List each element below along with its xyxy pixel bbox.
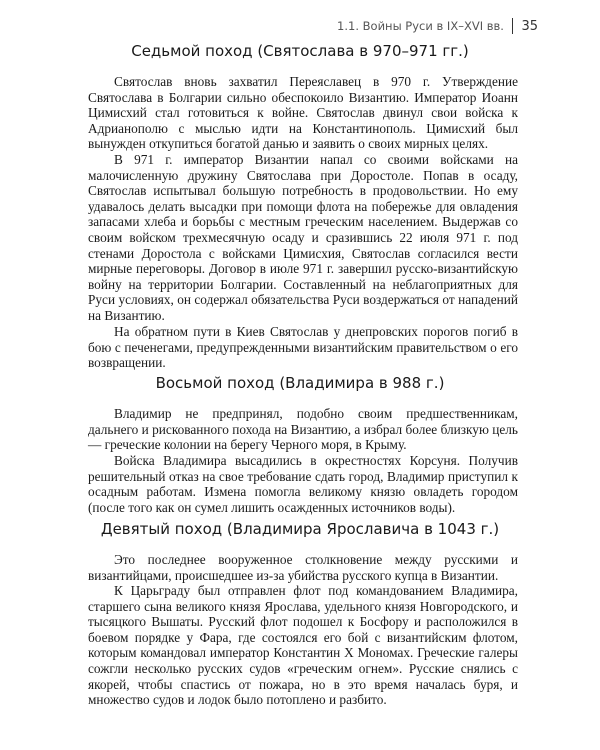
paragraph: В 971 г. император Византии напал со своими войсками на малочисленную дружину Святослава при Доростоле. Попав в осаду, Святослав испытывал большую потребность в продовольствии. Но ему удавалось делать высадки при помощи флота на побережье для овладения запасами хлеба и борьбы с местным греческим населением. Выдержав со своим войском трехмесячную осаду и сразившись 22 июля 971 г. под стенами Доростола с войсками Цимисхия, Святослав согласился вести мирные переговоры. Договор в июле 971 г. завершил русско-византийскую войну на территории Болгарии. Составленный на неблагоприятных для Руси условиях, он содержал обязательства Руси воздержаться от нападений на Византию.	[88, 152, 518, 323]
paragraph: Святослав вновь захватил Переяславец в 970 г. Утверждение Святослава в Болгарии сильно обеспокоило Византию. Император Иоанн Цимисхий стал готовиться к войне. Святослав двинул свои войска к Адрианополю с мыслью идти на Константинополь. Цимисхий был вынужден откупиться богатой данью и заявить о своих мирных целях.	[88, 74, 518, 152]
section-title-ninth-campaign: Девятый поход (Владимира Ярославича в 1043 г.)	[100, 520, 500, 538]
paragraph: Это последнее вооруженное столкновение между русскими и византийцами, происшедшее из-за убийства русского купца в Византии.	[88, 552, 518, 583]
section-title-eighth-campaign: Восьмой поход (Владимира в 988 г.)	[155, 374, 445, 392]
paragraph: Войска Владимира высадились в окрестностях Корсуня. Получив решительный отказ на свое требование сдать город, Владимир приступил к осадным работам. Измена помогла великому князю овладеть городом (после того как он сумел лишить осажденных источников воды).	[88, 453, 518, 515]
header-divider	[512, 18, 514, 34]
paragraph: На обратном пути в Киев Святослав у днепровских порогов погиб в бою с печенегами, предупрежденными византийским правительством о его возвращении.	[88, 324, 518, 371]
paragraph: Владимир не предпринял, подобно своим предшественникам, дальнего и рискованного похода на Византию, а избрал более близкую цель — греческие колонии на берегу Черного моря, в Крыму.	[88, 406, 518, 453]
page-number: 35	[521, 18, 538, 34]
running-title: 1.1. Войны Руси в IX–XVI вв.	[337, 19, 504, 33]
section-title-seventh-campaign: Седьмой поход (Святослава в 970–971 гг.)	[131, 42, 469, 60]
paragraph: К Царьграду был отправлен флот под командованием Владимира, старшего сына великого князя Ярослава, удельного князя Новгородского, и тысяцкого Вышаты. Русский флот подошел к Босфору и расположился в боевом порядке у Фара, где состоялся его бой с византийским флотом, которым командовал император Константин X Мономах. Греческие галеры сожгли несколько русских судов «греческим огнем». Русские снялись с якорей, чтобы спастись от пожара, но в это время началась буря, и множество судов и лодок было потоплено и разбито.	[88, 583, 518, 708]
running-header	[337, 18, 538, 34]
